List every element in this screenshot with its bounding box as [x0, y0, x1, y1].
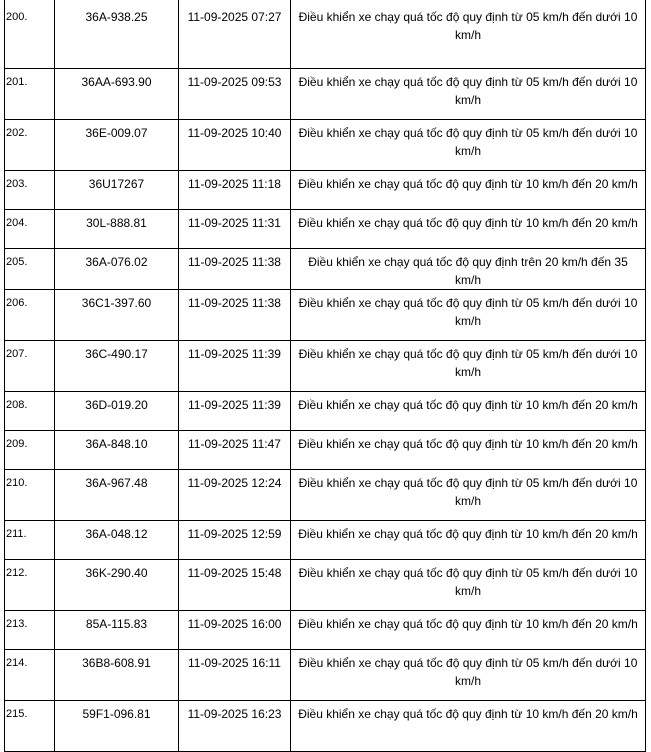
violation-description: Điều khiển xe chạy quá tốc độ quy định từ 10 km/h đến 20 km/h: [291, 431, 646, 470]
table-row: [5, 290, 646, 341]
violation-description: Điều khiển xe chạy quá tốc độ quy định trên 20 km/h đến 35 km/h: [291, 249, 646, 290]
row-number: 208.: [5, 392, 55, 431]
license-plate: 36A-938.25: [55, 0, 179, 69]
row-number: 213.: [5, 611, 55, 650]
table-row: [5, 521, 646, 560]
license-plate: 36E-009.07: [55, 120, 179, 171]
table-row: [5, 341, 646, 392]
violation-time: 11-09-2025 07:27: [179, 0, 291, 69]
row-number: 214.: [5, 650, 55, 701]
row-number: 212.: [5, 560, 55, 611]
violation-time: 11-09-2025 11:39: [179, 341, 291, 392]
table-row: [5, 392, 646, 431]
license-plate: 36K-290.40: [55, 560, 179, 611]
row-number: 206.: [5, 290, 55, 341]
violation-time: 11-09-2025 11:31: [179, 210, 291, 249]
table-row: [5, 611, 646, 650]
violation-description: Điều khiển xe chạy quá tốc độ quy định từ 10 km/h đến 20 km/h: [291, 521, 646, 560]
row-number: 211.: [5, 521, 55, 560]
violation-description: Điều khiển xe chạy quá tốc độ quy định từ 05 km/h đến dưới 10 km/h: [291, 69, 646, 120]
license-plate: 36D-019.20: [55, 392, 179, 431]
violation-time: 11-09-2025 16:23: [179, 701, 291, 752]
violation-time: 11-09-2025 11:18: [179, 171, 291, 210]
row-number: 207.: [5, 341, 55, 392]
table-row: [5, 470, 646, 521]
table-row: [5, 171, 646, 210]
violation-description: Điều khiển xe chạy quá tốc độ quy định từ 10 km/h đến 20 km/h: [291, 171, 646, 210]
violation-description: Điều khiển xe chạy quá tốc độ quy định từ 10 km/h đến 20 km/h: [291, 611, 646, 650]
violation-time: 11-09-2025 09:53: [179, 69, 291, 120]
row-number: 200.: [5, 0, 55, 69]
violation-description: Điều khiển xe chạy quá tốc độ quy định từ 10 km/h đến 20 km/h: [291, 210, 646, 249]
violation-time: 11-09-2025 12:59: [179, 521, 291, 560]
license-plate: 36AA-693.90: [55, 69, 179, 120]
license-plate: 85A-115.83: [55, 611, 179, 650]
violation-time: 11-09-2025 11:38: [179, 249, 291, 290]
table-row: [5, 650, 646, 701]
violation-description: Điều khiển xe chạy quá tốc độ quy định từ 05 km/h đến dưới 10 km/h: [291, 470, 646, 521]
violation-time: 11-09-2025 12:24: [179, 470, 291, 521]
table-row: [5, 69, 646, 120]
row-number: 215.: [5, 701, 55, 752]
license-plate: 36A-848.10: [55, 431, 179, 470]
row-number: 203.: [5, 171, 55, 210]
violation-description: Điều khiển xe chạy quá tốc độ quy định từ 05 km/h đến dưới 10 km/h: [291, 290, 646, 341]
table-row: [5, 210, 646, 249]
license-plate: 36B8-608.91: [55, 650, 179, 701]
table-row: [5, 431, 646, 470]
violation-description: Điều khiển xe chạy quá tốc độ quy định từ 05 km/h đến dưới 10 km/h: [291, 560, 646, 611]
license-plate: 36A-076.02: [55, 249, 179, 290]
violations-table: [4, 0, 646, 752]
license-plate: 36C-490.17: [55, 341, 179, 392]
license-plate: 30L-888.81: [55, 210, 179, 249]
table-row: [5, 701, 646, 752]
violation-time: 11-09-2025 16:11: [179, 650, 291, 701]
violation-description: Điều khiển xe chạy quá tốc độ quy định từ 10 km/h đến 20 km/h: [291, 392, 646, 431]
violation-description: Điều khiển xe chạy quá tốc độ quy định từ 05 km/h đến dưới 10 km/h: [291, 0, 646, 69]
violation-description: Điều khiển xe chạy quá tốc độ quy định từ 05 km/h đến dưới 10 km/h: [291, 120, 646, 171]
violation-description: Điều khiển xe chạy quá tốc độ quy định từ 05 km/h đến dưới 10 km/h: [291, 650, 646, 701]
license-plate: 36A-048.12: [55, 521, 179, 560]
table-row: [5, 249, 646, 290]
row-number: 205.: [5, 249, 55, 290]
violation-time: 11-09-2025 15:48: [179, 560, 291, 611]
violation-description: Điều khiển xe chạy quá tốc độ quy định từ 05 km/h đến dưới 10 km/h: [291, 341, 646, 392]
license-plate: 59F1-096.81: [55, 701, 179, 752]
license-plate: 36A-967.48: [55, 470, 179, 521]
row-number: 204.: [5, 210, 55, 249]
table-row: [5, 0, 646, 69]
row-number: 202.: [5, 120, 55, 171]
violation-time: 11-09-2025 11:38: [179, 290, 291, 341]
violation-time: 11-09-2025 11:47: [179, 431, 291, 470]
violation-time: 11-09-2025 11:39: [179, 392, 291, 431]
license-plate: 36C1-397.60: [55, 290, 179, 341]
row-number: 209.: [5, 431, 55, 470]
row-number: 210.: [5, 470, 55, 521]
table-row: [5, 120, 646, 171]
license-plate: 36U17267: [55, 171, 179, 210]
table-row: [5, 560, 646, 611]
violation-time: 11-09-2025 16:00: [179, 611, 291, 650]
violation-time: 11-09-2025 10:40: [179, 120, 291, 171]
row-number: 201.: [5, 69, 55, 120]
violation-description: Điều khiển xe chạy quá tốc độ quy định từ 10 km/h đến 20 km/h: [291, 701, 646, 752]
